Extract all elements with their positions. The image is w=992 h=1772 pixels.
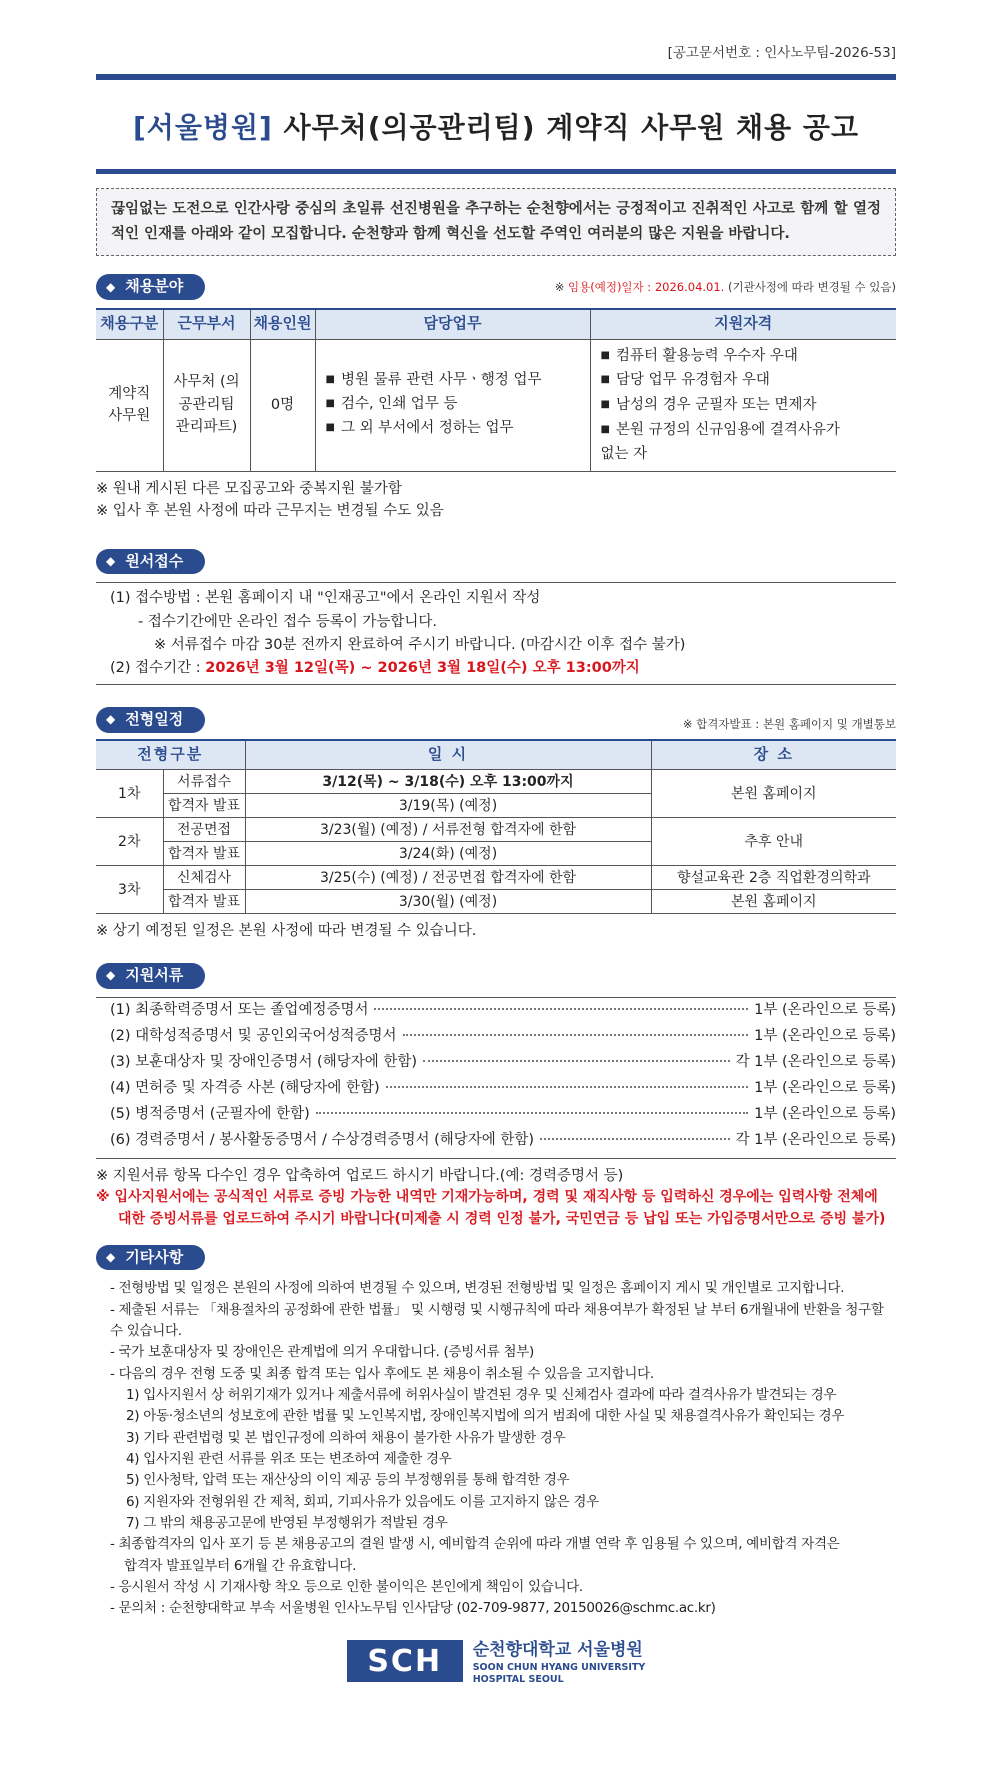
footer [96, 1638, 896, 1685]
table-row: 합격자 발표 3/19(목) (예정) [96, 794, 896, 818]
list-item: 6) 지원자와 전형위원 간 제척, 회피, 기피사유가 있음에도 이를 고지하지 않은 경우 [126, 1493, 599, 1510]
list-item: ■ 그 외 부서에서 정하는 업무 [325, 420, 514, 437]
employment-type: 계약직 사무원 [96, 339, 163, 471]
section-misc-header [96, 1245, 896, 1271]
diamond-icon: ◆ [106, 279, 116, 294]
list-item: - 제출된 서류는 「채용절차의 공정화에 관한 법률」 및 시행령 및 시행규칙에 따라 채용여부가 확정된 날 부터 6개월내에 반환을 청구할 수 있습니다. [110, 1301, 884, 1339]
announcement-note: ※ 합격자발표 : 본원 홈페이지 및 개별통보 [682, 717, 896, 732]
documents-list [96, 997, 896, 1159]
list-item: 1) 입사지원서 상 허위기재가 있거나 제출서류에 허위사실이 발견된 경우 및 신체검사 결과에 따라 결격사유가 발견되는 경우 [126, 1386, 837, 1403]
section-label-apply: ◆ 원서접수 [96, 549, 205, 575]
list-item: ■ 컴퓨터 활용능력 우수자 우대 [600, 347, 798, 364]
col-header: 채용인원 [250, 309, 315, 339]
list-item: (6) 경력증명서 / 봉사활동증명서 / 수상경력증명서 (해당자에 한함) 각 1부 (온라인으로 등록) [110, 1131, 896, 1148]
list-item: ■ 남성의 경우 군필자 또는 면제자 [600, 396, 817, 413]
diamond-icon: ◆ [106, 1249, 116, 1264]
table-row: 1차 서류접수 3/12(목) ~ 3/18(수) 오후 13:00까지 본원 홈페이지 [96, 770, 896, 794]
intro-text: 끊임없는 도전으로 인간사랑 중심의 초일류 선진병원을 추구하는 순천향에서는 긍정적이고 진취적인 사고로 함께 할 열정적인 인재를 아래와 같이 모집합니다. 순천향과 함께 혁신을 선도할 주역인 여러분의 많은 지원을 바랍니다. [96, 188, 896, 257]
schedule-table [96, 739, 896, 915]
list-item: ■ 검수, 인쇄 업무 등 [325, 396, 458, 413]
list-item: 7) 그 밖의 채용공고문에 반영된 부정행위가 적발된 경우 [126, 1514, 448, 1531]
diamond-icon: ◆ [106, 968, 116, 983]
field-notes [96, 478, 896, 523]
col-header: 장 소 [651, 740, 896, 770]
duties-list [315, 339, 590, 471]
section-field-header [96, 274, 896, 300]
section-label-field: ◆ 채용분야 [96, 274, 205, 300]
col-header: 근무부서 [163, 309, 250, 339]
logo-text: 순천향대학교 서울병원 SOON CHUN HYANG UNIVERSITY HOSPITAL SEOUL [472, 1639, 646, 1685]
contact-info: - 문의처 : 순천향대학교 부속 서울병원 인사노무팀 인사담당 (02-709-9877, 20150026@schmc.ac.kr) [110, 1600, 716, 1617]
section-documents-header [96, 963, 896, 989]
list-item: - 최종합격자의 입사 포기 등 본 채용공고의 결원 발생 시, 예비합격 순위에 따라 개별 연락 후 임용될 수 있으며, 예비합격 자격은 [110, 1536, 840, 1553]
section-label-schedule: ◆ 전형일정 [96, 707, 205, 733]
list-item: ■ 병원 물류 관련 사무ㆍ행정 업무 [325, 372, 542, 389]
misc-list [96, 1278, 896, 1619]
title-brand: [서울병원] [133, 111, 273, 144]
table-row: 합격자 발표 3/30(월) (예정) 본원 홈페이지 [96, 890, 896, 914]
list-item: ■ 본원 규정의 신규임용에 결격사유가 없는 자 [600, 421, 840, 463]
title-text: 사무처(의공관리팀) 계약직 사무원 채용 공고 [283, 111, 859, 144]
table-row: 2차 전공면접 3/23(월) (예정) / 서류전형 합격자에 한함 추후 안내 [96, 818, 896, 842]
apply-method: (1) 접수방법 : 본원 홈페이지 내 "인재공고"에서 온라인 지원서 작성 [110, 590, 541, 607]
apply-period: (2) 접수기간 : 2026년 3월 12일(목) ~ 2026년 3월 18일(수) 오후 13:00까지 [110, 660, 640, 677]
list-item: ■ 담당 업무 유경험자 우대 [600, 372, 770, 389]
col-header: 채용구분 [96, 309, 163, 339]
place: 본원 홈페이지 [651, 890, 896, 914]
round-label: 3차 [96, 866, 163, 914]
col-header: 지원자격 [590, 309, 896, 339]
table-row: 3차 신체검사 3/25(수) (예정) / 전공면접 합격자에 한함 향설교육관 2층 직업환경의학과 [96, 866, 896, 890]
headcount: 0명 [250, 339, 315, 471]
hospital-logo [347, 1638, 646, 1685]
col-header: 전형구분 [96, 740, 245, 770]
round-label: 1차 [96, 770, 163, 818]
list-item: 2) 아동·청소년의 성보호에 관한 법률 및 노인복지법, 장애인복지법에 의거 범죄에 대한 사실 및 채용결격사유가 확인되는 경우 [126, 1408, 845, 1425]
list-item: - 응시원서 작성 시 기재사항 착오 등으로 인한 불이익은 본인에게 책임이 있습니다. [110, 1578, 583, 1595]
round-label: 2차 [96, 818, 163, 866]
field-table [96, 308, 896, 472]
documents-note: ※ 지원서류 항목 다수인 경우 압축하여 업로드 하시기 바랍니다.(예: 경력증명서 등) [96, 1167, 624, 1184]
list-item: (2) 대학성적증명서 및 공인외국어성적증명서 1부 (온라인으로 등록) [110, 1027, 896, 1044]
section-schedule-header [96, 707, 896, 733]
diamond-icon: ◆ [106, 712, 116, 727]
documents-warning: ※ 입사지원서에는 공식적인 서류로 증빙 가능한 내역만 기재가능하며, 경력 및 재직사항 등 입력하신 경우에는 입력사항 전체에 대한 증빙서류를 업로드하여 주시기 바랍니다(미제출 시 경력 인정 불가, 국민연금 등 납입 또는 가입증명서만으로 증빙 불가) [96, 1189, 886, 1227]
section-label-misc: ◆ 기타사항 [96, 1245, 205, 1271]
document-number: [공고문서번호 : 인사노무팀-2026-53] [667, 45, 896, 61]
page-title [96, 80, 896, 169]
table-row: 합격자 발표 3/24(화) (예정) [96, 842, 896, 866]
col-header: 담당업무 [315, 309, 590, 339]
list-item: - 전형방법 및 일정은 본원의 사정에 의하여 변경될 수 있으며, 변경된 전형방법 및 일정은 홈페이지 게시 및 개인별로 고지합니다. [110, 1280, 845, 1297]
col-header: 일 시 [245, 740, 651, 770]
section-apply-header [96, 549, 896, 575]
place: 추후 안내 [651, 818, 896, 866]
list-item: 4) 입사지원 관련 서류를 위조 또는 변조하여 제출한 경우 [126, 1450, 452, 1467]
schedule-footnote: ※ 상기 예정된 일정은 본원 사정에 따라 변경될 수 있습니다. [96, 923, 477, 940]
list-item: (5) 병적증명서 (군필자에 한함) 1부 (온라인으로 등록) [110, 1105, 896, 1122]
appointment-date-note: ※ 임용(예정)일자 : 2026.04.01. (기관사정에 따라 변경될 수 있음) [554, 279, 896, 294]
qualifications-list [590, 339, 896, 471]
list-item: - 다음의 경우 전형 도중 및 최종 합격 또는 입사 후에도 본 채용이 취소될 수 있음을 고지합니다. [110, 1365, 654, 1382]
apply-deadline-note: ※ 서류접수 마감 30분 전까지 완료하여 주시기 바랍니다. (마감시간 이후 접수 불가) [154, 636, 686, 653]
title-divider [96, 169, 896, 174]
logo-mark: SCH [347, 1640, 463, 1682]
section-label-documents: ◆ 지원서류 [96, 963, 205, 989]
list-item: 3) 기타 관련법령 및 본 법인규정에 의하여 채용이 불가한 사유가 발생한 경우 [126, 1429, 566, 1446]
application-box [96, 582, 896, 685]
list-item: (1) 최종학력증명서 또는 졸업예정증명서 1부 (온라인으로 등록) [110, 1001, 896, 1018]
list-item: - 국가 보훈대상자 및 장애인은 관계법에 의거 우대합니다. (증빙서류 첨부) [110, 1344, 534, 1361]
department: 사무처 (의공관리팀 관리파트) [163, 339, 250, 471]
place: 향설교육관 2층 직업환경의학과 [651, 866, 896, 890]
apply-sub-note: - 접수기간에만 온라인 접수 등록이 가능합니다. [138, 613, 438, 630]
list-item: 5) 인사청탁, 압력 또는 재산상의 이익 제공 등의 부정행위를 통해 합격한 경우 [126, 1472, 570, 1489]
list-item: 합격자 발표일부터 6개월 간 유효합니다. [124, 1557, 357, 1574]
place: 본원 홈페이지 [651, 770, 896, 818]
list-item: (4) 면허증 및 자격증 사본 (해당자에 한함) 1부 (온라인으로 등록) [110, 1079, 896, 1096]
note-line: ※ 원내 게시된 다른 모집공고와 중복지원 불가함 [96, 480, 402, 497]
list-item: (3) 보훈대상자 및 장애인증명서 (해당자에 한함) 각 1부 (온라인으로 등록) [110, 1053, 896, 1070]
diamond-icon: ◆ [106, 553, 116, 568]
note-line: ※ 입사 후 본원 사정에 따라 근무지는 변경될 수도 있음 [96, 503, 444, 520]
